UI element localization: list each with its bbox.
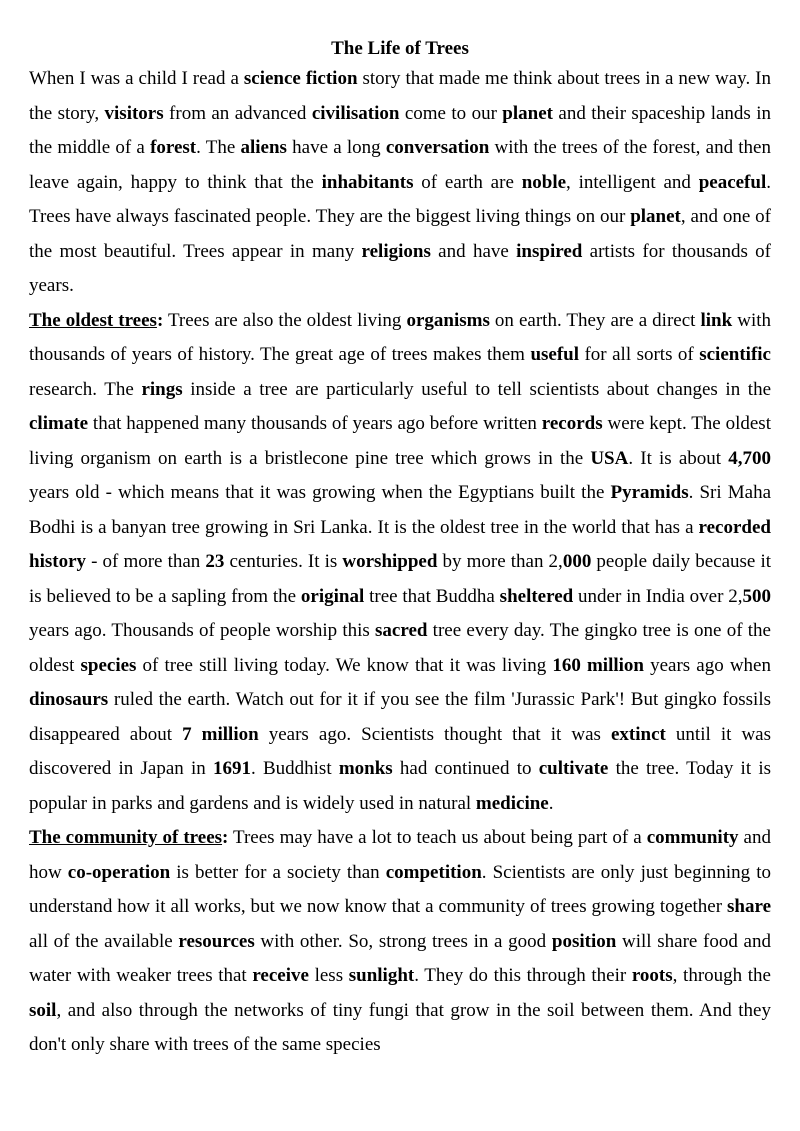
bold-term: 23 [205,551,225,572]
bold-term: sheltered [499,585,574,607]
bold-term: peaceful [698,171,767,193]
text-run: all of the available [29,930,179,952]
text-run: from an advanced [163,102,312,124]
bold-term: records [541,413,603,434]
text-run: and their spaceship lands in the middle of a [29,102,771,158]
bold-term: 500 [742,585,771,607]
text-run: of tree still living today. We know that it was living [136,654,553,676]
bold-term: 7 million [182,723,259,745]
text-run: years old - which means that it was growing when the Egyptians built the [29,482,611,503]
text-run: . Buddhist [251,758,339,779]
text-run: until it was discovered in Japan in [29,723,771,779]
bold-term: medicine [475,792,549,814]
text-run: come to our [399,102,503,124]
text-run: years ago. Thousands of people worship this [29,620,376,641]
section-heading-community-of-trees: The community of trees: [29,827,229,848]
text-run: tree that Buddha [364,585,500,607]
bold-term: link [700,309,733,331]
text-run: . [548,792,554,814]
paragraph-community-of-trees [29,821,771,1063]
paragraph-oldest-trees [29,304,771,822]
text-run: . Scientists are only just beginning to understand how it all works, but we now know that a community of trees growing together [29,861,771,917]
bold-term: aliens [240,137,287,158]
bold-term: 160 million [552,654,644,676]
text-run: Trees are also the oldest living [167,309,407,331]
text-run: years ago. Scientists thought that it was [258,723,611,745]
bold-term: share [727,896,771,917]
text-run: , intelligent and [566,171,699,193]
bold-term: organisms [406,309,490,331]
bold-term: original [300,585,365,607]
text-run: were kept. The oldest living organism on earth is a bristlecone pine tree which grows in the [29,413,771,469]
bold-term: USA [590,447,629,469]
text-run: and have [430,240,517,262]
text-run: less [308,965,349,986]
text-run: Trees may have a lot to teach us about being part of a [233,827,647,848]
text-run: ruled the earth. Watch out for it if you see the film 'Jurassic Park'! But gingko fossils disappeared about [29,689,771,745]
bold-term: co-operation [67,861,171,883]
bold-term: Pyramids [610,482,689,503]
bold-term: useful [530,344,580,365]
bold-term: visitors [104,102,164,124]
text-run: - of more than [86,551,206,572]
bold-term: rings [141,378,183,400]
text-run: will share food and water with weaker trees that [29,930,771,986]
bold-term: science fiction [243,68,358,89]
paragraph-intro [29,62,771,304]
text-run: centuries. It is [224,551,343,572]
text-run: with other. So, strong trees in a good [254,930,552,952]
bold-term: recorded history [29,516,771,572]
text-run: have a long [286,137,386,158]
text-run: people daily because it is believed to be a sapling from the [29,551,772,607]
text-run: the tree. Today it is popular in parks and gardens and is widely used in natural [29,758,771,814]
bold-term: 1691 [213,758,251,779]
bold-term: sacred [375,620,428,641]
bold-term: scientific [699,344,771,365]
bold-term: sunlight [348,965,415,986]
text-run: . They do this through their [414,965,632,986]
text-run: research. The [29,378,142,400]
bold-term: planet [630,206,681,227]
bold-term: cultivate [538,758,609,779]
bold-term: noble [521,171,567,193]
text-run: artists for thousands of years. [29,240,771,296]
text-run: with thousands of years of history. The great age of trees makes them [29,309,772,365]
text-run: under in India over 2, [573,585,743,607]
text-run: for all sorts of [579,344,700,365]
text-run: . Sri Maha Bodhi is a banyan tree growing in Sri Lanka. It is the oldest tree in the world that has a [29,482,772,538]
bold-term: resources [178,930,255,952]
bold-term: climate [29,413,89,434]
text-run: , through the [672,965,771,986]
bold-term: monks [338,758,393,779]
text-run: that happened many thousands of years ago before written [88,413,542,434]
text-run: on earth. They are a direct [489,309,701,331]
bold-term: position [551,930,617,952]
text-run: . Trees have always fascinated people. They are the biggest living things on our [29,171,771,227]
text-run: by more than 2, [437,551,563,572]
bold-term: 000 [562,551,592,572]
bold-term: civilisation [311,102,400,124]
bold-term: roots [631,965,673,986]
text-run: . It is about [628,447,729,469]
section-heading-oldest-trees: The oldest trees: [29,309,164,331]
bold-term: inspired [516,240,583,262]
bold-term: forest [150,137,197,158]
bold-term: inhabitants [321,171,414,193]
text-run: , and one of the most beautiful. Trees appear in many [29,206,771,262]
text-run: . The [196,137,241,158]
bold-term: conversation [385,137,490,158]
text-run: tree every day. The gingko tree is one of the oldest [29,620,771,676]
bold-term: receive [252,965,309,986]
text-run: with the trees of the forest, and then leave again, happy to think that the [29,137,771,193]
text-run: years ago when [643,654,771,676]
bold-term: soil [29,999,57,1021]
bold-term: extinct [610,723,666,745]
text-run: , and also through the networks of tiny fungi that grow in the soil between them. And they don't only share with trees of the same species [29,999,771,1055]
text-run: inside a tree are particularly useful to tell scientists about changes in the [182,378,772,400]
bold-term: competition [385,861,482,883]
bold-term: worshipped [342,551,438,572]
text-run: of earth are [413,171,522,193]
bold-term: species [80,654,137,676]
text-run: and how [29,827,771,883]
bold-term: 4,700 [728,447,771,469]
bold-term: religions [361,240,431,262]
bold-term: community [646,827,739,848]
text-run: had continued to [392,758,539,779]
bold-term: dinosaurs [29,689,109,710]
text-run: is better for a society than [170,861,386,883]
text-run: When I was a child I read a [29,68,244,89]
document-title: The Life of Trees [331,38,469,59]
text-run: story that made me think about trees in a new way. In the story, [29,68,771,124]
bold-term: planet [502,102,553,124]
